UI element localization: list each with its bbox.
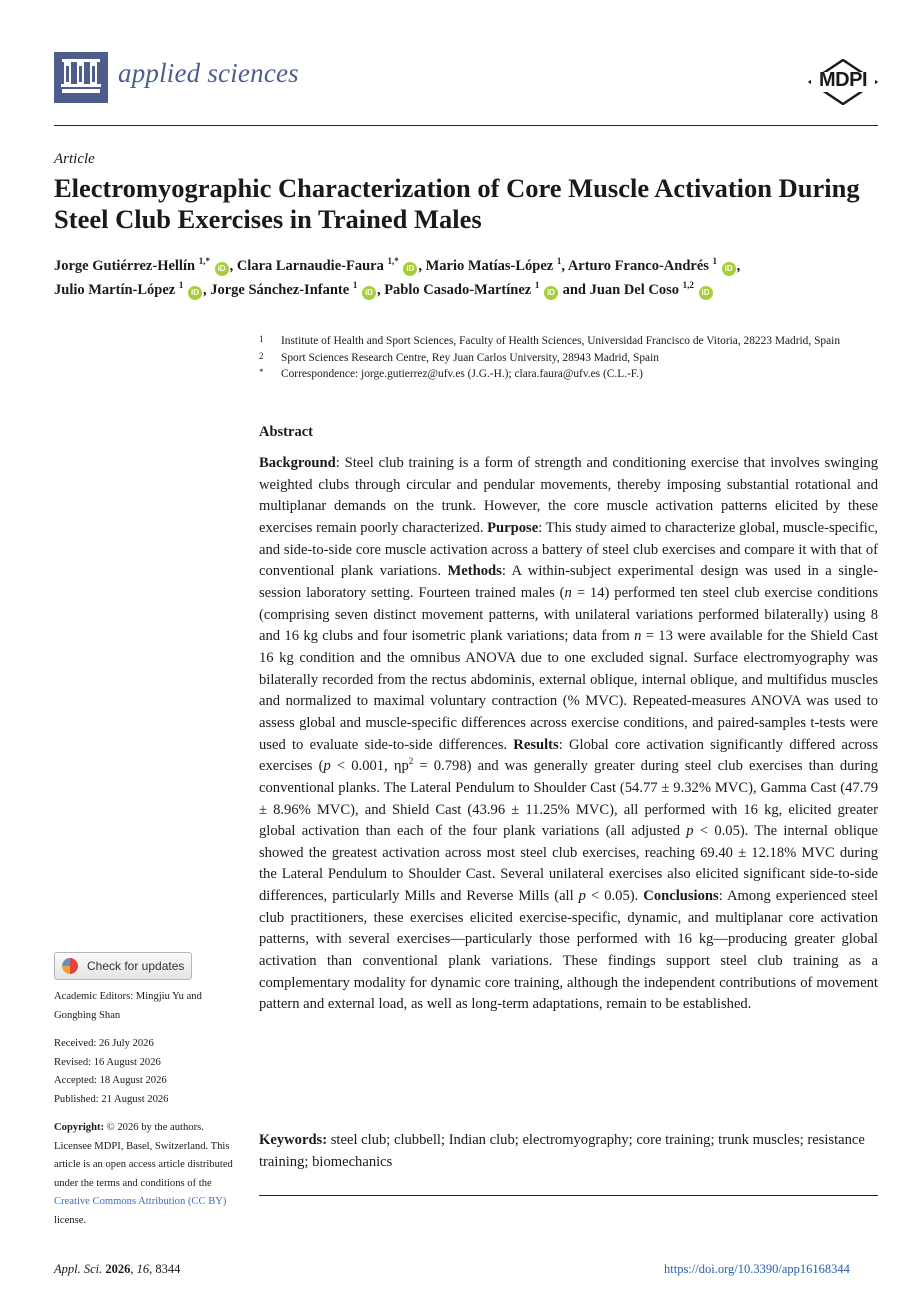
- conclusions-text: : Among experienced steel club practitioners, these exercises elicited exercise-specific, dynamic, and multiplanar core activation patterns, with several exercises—particularly those performed with 16 kg—producing greater global activation than conventional plank variations. These findings support steel club training as a complementary modality for dynamic core training, although the independent contributions of movement pattern and external load, as well as long-term adaptations, remain to be established.: [259, 888, 878, 1013]
- results-label: Results: [513, 736, 559, 753]
- header-divider: [54, 125, 878, 126]
- orcid-icon[interactable]: iD: [215, 262, 229, 276]
- academic-editors: Academic Editors: Mingjiu Yu and Gongbing Shan: [54, 991, 202, 1021]
- orcid-icon[interactable]: iD: [188, 286, 202, 300]
- publisher-name: MDPI: [819, 69, 867, 91]
- author-name[interactable]: Jorge Gutiérrez-Hellín: [54, 258, 196, 274]
- author-name[interactable]: Arturo Franco-Andrés: [567, 258, 709, 274]
- affiliation-mark: 1: [259, 334, 264, 344]
- article-number: 8344: [155, 1262, 181, 1276]
- effect-size-exponent: 2: [408, 756, 414, 767]
- author-name[interactable]: Pablo Casado-Martínez: [384, 282, 532, 298]
- copyright-notice: [54, 1119, 244, 1230]
- results-text: < 0.05).: [585, 888, 639, 905]
- doi-link[interactable]: https://doi.org/10.3390/app16168344: [664, 1262, 850, 1276]
- correspondence-text[interactable]: Correspondence: jorge.gutierrez@ufv.es (J.G.-H.); clara.faura@ufv.es (C.L.-F.): [281, 368, 643, 380]
- author-list: Jorge Gutiérrez-Hellín $^{1,*}$ iD , Clara Larnaudie-Faura $^{1,*}$ iD , Mario Matías-López $^1$, Arturo Franco-Andrés $^1$ iD , Julio Martín-López $^1$ iD , Jorge Sánchez-Infante $^1$ iD , Pablo Casado-Martínez $^1$ iD and Juan Del Coso $^{1,2}$ iD: [54, 256, 741, 298]
- correspondence-mark: *: [259, 367, 264, 377]
- article-title: Electromyographic Characterization of Core Muscle Activation During Steel Club Exercises in Trained Males: [54, 173, 860, 234]
- author-affiliation-mark: 1: [534, 280, 540, 291]
- sample-size-symbol: n: [634, 628, 642, 645]
- author-affiliation-mark: 1: [352, 280, 358, 291]
- publication-year: 2026: [105, 1262, 131, 1276]
- results-text: < 0.001, ηp: [330, 758, 409, 775]
- conclusions-label: Conclusions: [643, 888, 719, 905]
- affiliation-item: [259, 350, 889, 367]
- author-name[interactable]: Juan Del Coso: [589, 282, 680, 298]
- methods-text: : A within-subject experimental design was used in a single-session laboratory setting. Fourteen trained males (: [259, 563, 878, 601]
- orcid-icon[interactable]: iD: [362, 286, 376, 300]
- citation-footer: Appl. Sci. 2026, 16, 8344: [54, 1262, 181, 1276]
- author-name[interactable]: Julio Martín-López: [54, 282, 176, 298]
- background-label: Background: [259, 455, 336, 471]
- publication-dates: [54, 1035, 244, 1109]
- copyright-text: © 2026 by the authors. Licensee MDPI, Basel, Switzerland. This article is an open access article distributed under the terms and conditions of the: [54, 1122, 233, 1189]
- journal-name: applied sciences: [118, 58, 299, 88]
- license-link[interactable]: Creative Commons Attribution (CC BY): [54, 1196, 227, 1207]
- methods-text: = 14) performed ten steel club exercise conditions (comprising seven distinct movement patterns, with unilateral variations performed bilaterally) using 8 and 16 kg clubs and four isometric plank variations; data from: [259, 584, 879, 645]
- sample-size-symbol: n: [564, 584, 572, 601]
- author-affiliation-mark: 1,*: [198, 256, 210, 267]
- keywords-label: Keywords:: [259, 1132, 328, 1148]
- copyright-label: Copyright:: [54, 1122, 105, 1133]
- volume-number: 16: [136, 1262, 150, 1276]
- orcid-icon[interactable]: iD: [722, 262, 736, 276]
- journal-abbrev: Appl. Sci.: [54, 1262, 103, 1276]
- crossmark-icon: [62, 958, 78, 974]
- author-affiliation-mark: 1,*: [387, 256, 399, 267]
- sidebar-info: [54, 988, 244, 1240]
- abstract-body: [259, 453, 878, 1016]
- accepted-date: Accepted: 18 August 2026: [54, 1075, 167, 1086]
- methods-label: Methods: [447, 563, 502, 580]
- p-value-symbol: p: [323, 758, 331, 775]
- revised-date: Revised: 16 August 2026: [54, 1056, 161, 1068]
- author-affiliation-mark: 1: [178, 280, 184, 291]
- affiliation-item: [259, 333, 889, 350]
- p-value-symbol: p: [686, 823, 694, 840]
- affiliation-mark: 2: [259, 350, 264, 361]
- purpose-label: Purpose: [487, 519, 539, 536]
- orcid-icon[interactable]: iD: [544, 286, 558, 300]
- background-text: : Steel club training is a form of strength and conditioning exercise that involves swinging weighted clubs through circular and pendular movements, thereby imposing substantial rotational and multiplanar demands on the trunk. However, the core muscle activation patterns elicited by these exercises remain poorly characterized.: [259, 455, 878, 536]
- author-affiliation-mark: 1: [556, 256, 562, 267]
- author-conjunction: and: [562, 282, 586, 298]
- results-text: = 0.798) and was generally greater during steel club exercises than during conventional planks. The Lateral Pendulum to Shoulder Cast (54.77 ± 9.32% MVC), Gamma Cast (47.79 ± 8.96% MVC), and Shield Cast (43.96 ± 11.25% MVC), all performed with 16 kg, elicited greater global activation than each of the four plank variations (all adjusted: [259, 758, 878, 840]
- keywords-text: steel club; clubbell; Indian club; electromyography; core training; trunk muscles; resistance training; biomechanics: [259, 1132, 865, 1170]
- check-for-updates-button[interactable]: [54, 952, 192, 980]
- article-type: Article: [54, 151, 95, 167]
- p-value-symbol: p: [578, 888, 586, 905]
- check-for-updates-label: Check for updates: [87, 959, 185, 973]
- purpose-text: : This study aimed to characterize global, muscle-specific, and side-to-side core muscle activation across a battery of steel club exercises and compare it with that of conventional plank variations.: [259, 519, 878, 580]
- orcid-icon[interactable]: iD: [699, 286, 713, 300]
- affiliation-text: Sport Sciences Research Centre, Rey Juan Carlos University, 28943 Madrid, Spain: [281, 351, 659, 364]
- keywords: [259, 1130, 878, 1173]
- publisher-logo: [808, 59, 878, 105]
- published-date: Published: 21 August 2026: [54, 1093, 169, 1105]
- affiliations: [259, 333, 889, 383]
- results-text: < 0.05). The internal oblique showed the greatest activation across most steel club exercises, reaching 69.40 ± 12.18% MVC during the Lateral Pendulum to Shoulder Cast. Several unilateral exercises also elicited significant side-to-side differences, particularly Mills and Reverse Mills (all: [259, 823, 878, 905]
- license-suffix: license.: [54, 1214, 87, 1226]
- keywords-divider: [259, 1195, 878, 1196]
- author-name[interactable]: Jorge Sánchez-Infante: [210, 282, 350, 298]
- author-affiliation-mark: 1: [712, 256, 718, 267]
- correspondence-item: [259, 366, 889, 383]
- journal-logo: [54, 52, 108, 103]
- author-name[interactable]: Mario Matías-López: [425, 258, 554, 274]
- received-date: Received: 26 July 2026: [54, 1038, 154, 1049]
- author-affiliation-mark: 1,2: [682, 280, 694, 291]
- orcid-icon[interactable]: iD: [403, 262, 417, 276]
- affiliation-text: Institute of Health and Sport Sciences, Faculty of Health Sciences, Universidad Francisco de Vitoria, 28223 Madrid, Spain: [281, 335, 841, 347]
- results-text: : Global core activation significantly differed across exercises (: [259, 736, 878, 775]
- methods-text: = 13 were available for the Shield Cast 16 kg condition and the omnibus ANOVA due to one excluded signal. Surface electromyography was bilaterally recorded from the rectus abdominis, external oblique, internal oblique, and multifidus muscles and normalized to maximal voluntary contraction (% MVC). Repeated-measures ANOVA was used to assess global and muscle-specific differences across exercise conditions, and paired-samples t-tests were used to evaluate side-to-side differences.: [259, 628, 878, 753]
- author-name[interactable]: Clara Larnaudie-Faura: [236, 258, 384, 274]
- abstract-heading: Abstract: [259, 424, 313, 440]
